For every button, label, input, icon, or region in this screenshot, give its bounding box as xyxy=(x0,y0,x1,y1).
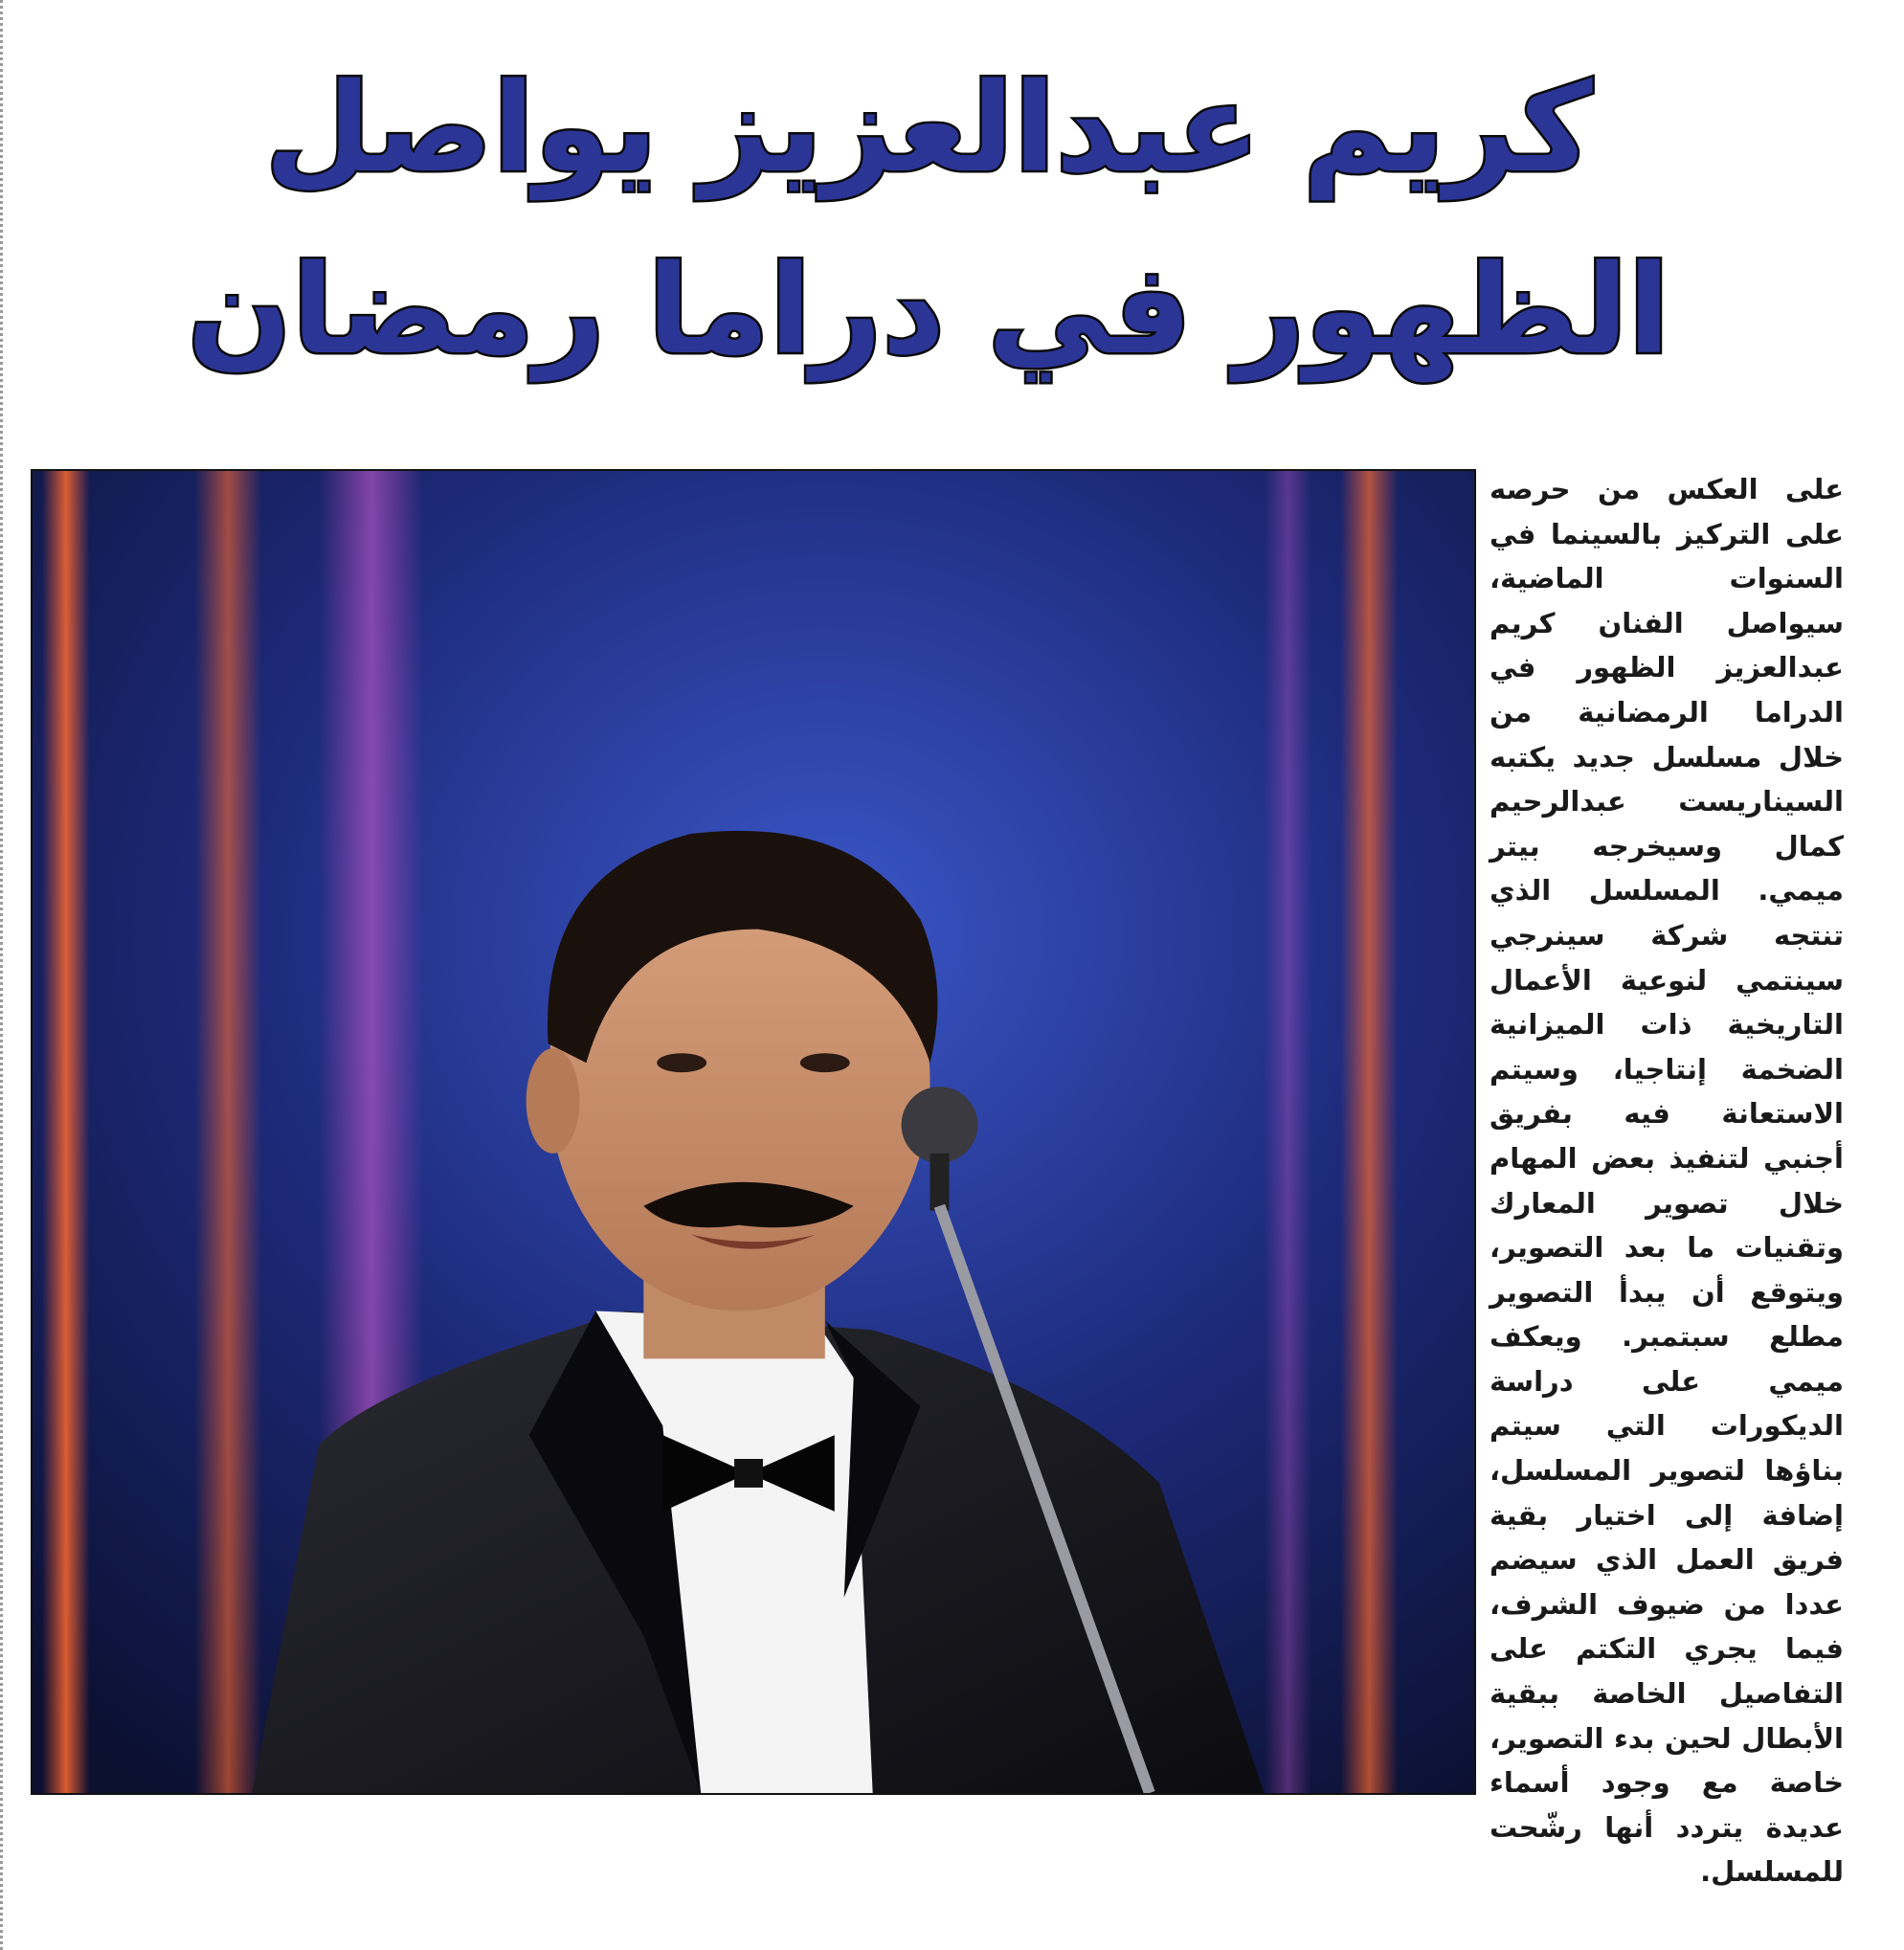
article-photo-actor-at-microphone xyxy=(31,469,1476,1795)
headline-line-1: كريم عبدالعزيز يواصل xyxy=(264,57,1593,200)
article-headline xyxy=(144,38,1714,402)
headline-line-2: الظهور في دراما رمضان xyxy=(187,239,1670,382)
photo-illustration xyxy=(33,471,1474,1793)
article-body-text: على العكس من حرصه على التركيز بالسينما في السنوات الماضية، سيواصل الفنان كريم عبدالعزيز الظهور في الدراما الرمضانية من خلال مسلسل جديد يكتبه السيناريست عبدالرحيم كمال وسيخرجه بيتر ميمي. المسلسل الذي تنتجه شركة سينرجي سينتمي لنوعية الأعمال التاريخية ذات الميزانية الضخمة إنتاجيا، وسيتم الاستعانة فيه بفريق أجنبي لتنفيذ بعض المهام خلال تصوير المعارك وتقنيات ما بعد التصوير، ويتوقع أن يبدأ التصوير مطلع سبتمبر. ويعكف ميمي على دراسة الديكورات التي سيتم بناؤها لتصوير المسلسل، إضافة إلى اختيار بقية فريق العمل الذي سيضم عددا من ضيوف الشرف، فيما يجري التكتم على التفاصيل الخاصة ببقية الأبطال لحين بدء التصوير، خاصة مع وجود أسماء عديدة يتردد أنها رشّحت للمسلسل. xyxy=(1490,473,1844,1889)
page-edge-dotted-border xyxy=(0,0,6,1950)
